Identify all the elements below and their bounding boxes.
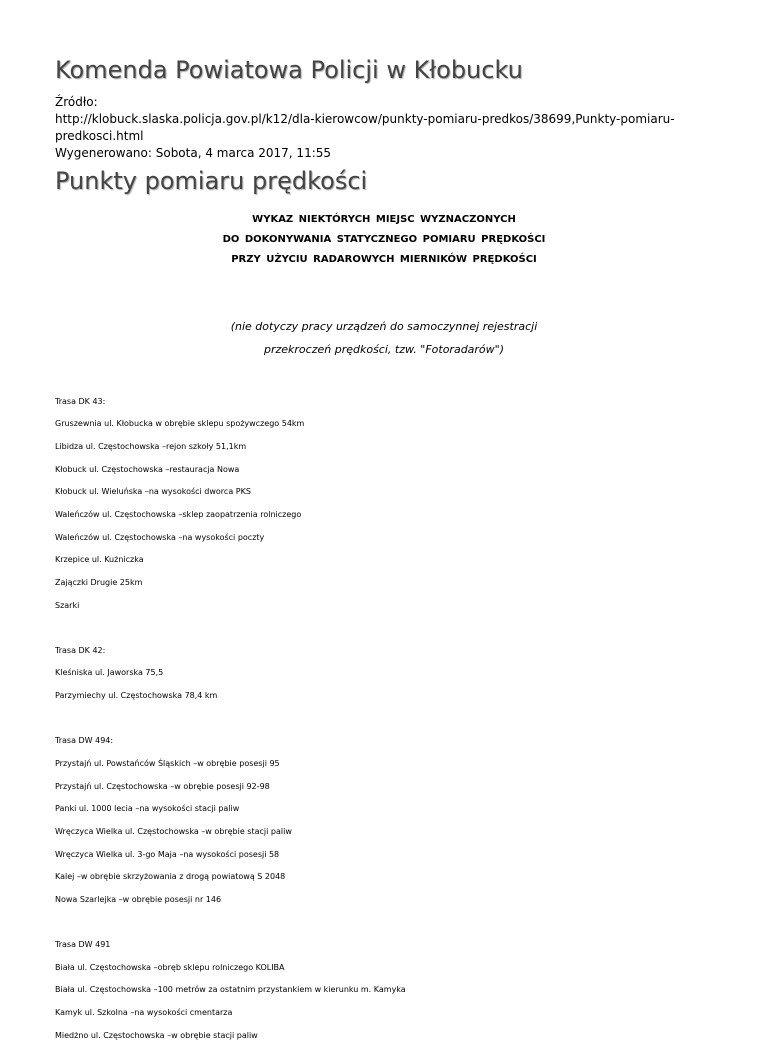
location-item: Przystajń ul. Częstochowska –w obrębie posesji 92-98 bbox=[55, 781, 270, 791]
site-title: Komenda Powiatowa Policji w Kłobucku bbox=[55, 56, 523, 84]
location-item: Kamyk ul. Szkolna –na wysokości cmentarza bbox=[55, 1008, 233, 1018]
note-block bbox=[55, 315, 713, 361]
location-item: Kleśniska ul. Jaworska 75,5 bbox=[55, 668, 164, 678]
location-item: Libidza ul. Częstochowska –rejon szkoły 51,1km bbox=[55, 441, 247, 451]
location-item: Kalej –w obrębie skrzyżowania z drogą powiatową S 2048 bbox=[55, 872, 286, 882]
location-item: Miedżno ul. Częstochowska –w obrębie stacji paliw bbox=[55, 1030, 258, 1040]
route-section bbox=[55, 940, 713, 1040]
location-item: Waleńczów ul. Częstochowska –sklep zaopatrzenia rolniczego bbox=[55, 510, 302, 520]
intro-line-2: DO DOKONYWANIA STATYCZNEGO POMIARU PRĘDKOŚCI bbox=[222, 233, 546, 245]
route-section bbox=[55, 397, 713, 610]
location-item: Przystajń ul. Powstańców Śląskich –w obrębie posesji 95 bbox=[55, 758, 280, 768]
route-title: Trasa DW 491 bbox=[55, 939, 111, 949]
location-item: Parzymiechy ul. Częstochowska 78,4 km bbox=[55, 691, 218, 701]
location-item: Wręczyca Wielka ul. 3-go Maja –na wysokości posesji 58 bbox=[55, 849, 280, 859]
route-title: Trasa DK 42: bbox=[55, 645, 106, 655]
location-item: Panki ul. 1000 lecia –na wysokości stacji paliw bbox=[55, 804, 240, 814]
document-meta bbox=[55, 94, 713, 162]
generated-date: Wygenerowano: Sobota, 4 marca 2017, 11:55 bbox=[55, 145, 332, 160]
location-item: Wręczyca Wielka ul. Częstochowska –w obrębie stacji paliw bbox=[55, 826, 292, 836]
route-section bbox=[55, 736, 713, 904]
page-title: Punkty pomiaru prędkości bbox=[55, 166, 368, 195]
route-title: Trasa DK 43: bbox=[55, 396, 106, 406]
intro-line-1: WYKAZ NIEKTÓRYCH MIEJSC WYZNACZONYCH bbox=[252, 213, 516, 225]
location-item: Szarki bbox=[55, 600, 80, 610]
location-item: Kłobuck ul. Wieluńska –na wysokości dworca PKS bbox=[55, 487, 251, 497]
location-item: Zajączki Drugie 25km bbox=[55, 578, 143, 588]
location-item: Kłobuck ul. Częstochowska –restauracja Nowa bbox=[55, 464, 240, 474]
location-item: Waleńczów ul. Częstochowska –na wysokości poczty bbox=[55, 532, 265, 542]
location-item: Nowa Szarlejka –w obrębie posesji nr 146 bbox=[55, 894, 222, 904]
route-title: Trasa DW 494: bbox=[55, 736, 114, 746]
source-label: Źródło: bbox=[55, 94, 98, 109]
intro-block bbox=[55, 210, 713, 270]
source-url: http://klobuck.slaska.policja.gov.pl/k12/dla-kierowcow/punkty-pomiaru-predkos/38699,Punkty-pomiaru-predkosci.html bbox=[55, 111, 675, 143]
route-section bbox=[55, 646, 713, 700]
location-item: Gruszewnia ul. Kłobucka w obrębie sklepu spożywczego 54km bbox=[55, 419, 305, 429]
location-item: Krzepice ul. Kużniczka bbox=[55, 555, 144, 565]
note-line-2: przekroczeń prędkości, tzw. "Fotoradarów") bbox=[263, 342, 505, 356]
location-item: Biała ul. Częstochowska –obręb sklepu rolniczego KOLIBA bbox=[55, 962, 285, 972]
note-line-1: (nie dotyczy pracy urządzeń do samoczynnej rejestracji bbox=[230, 319, 538, 333]
location-item: Biała ul. Częstochowska –100 metrów za ostatnim przystankiem w kierunku m. Kamyka bbox=[55, 985, 406, 995]
routes-list bbox=[55, 397, 713, 1040]
intro-line-3: PRZY UŻYCIU RADAROWYCH MIERNIKÓW PRĘDKOŚCI bbox=[231, 253, 537, 265]
